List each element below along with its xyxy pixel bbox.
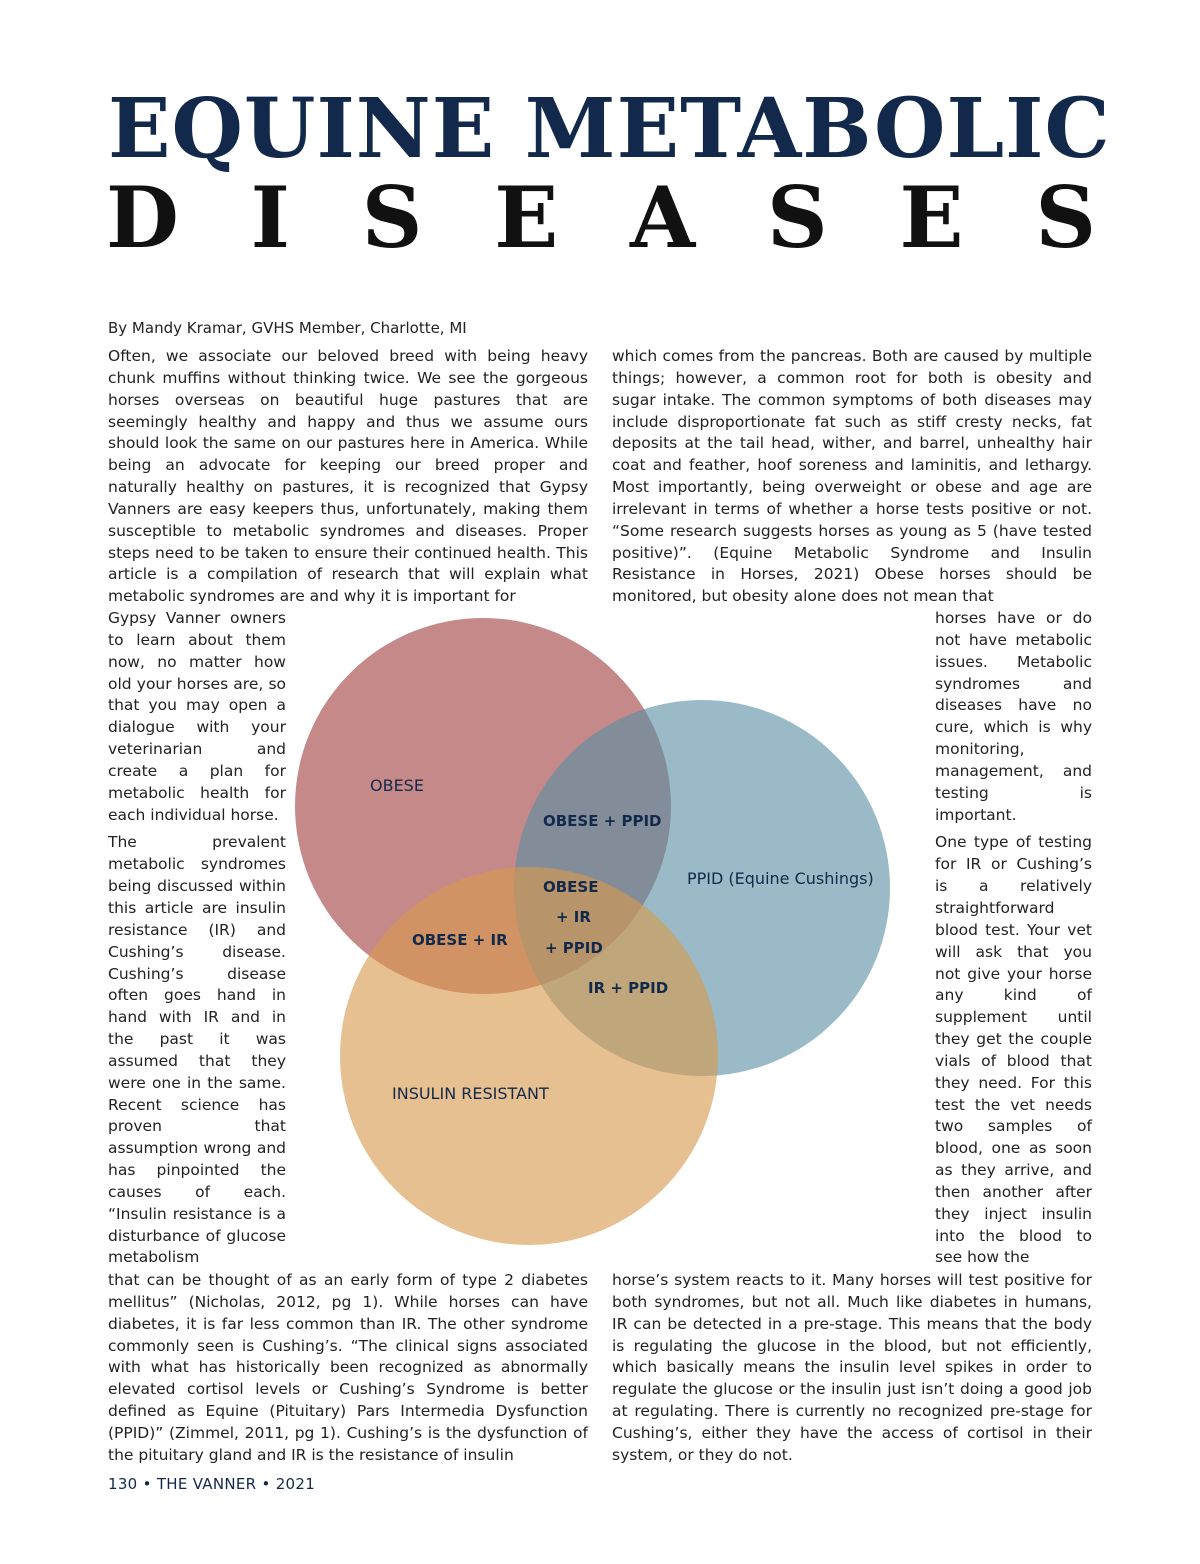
- venn-label-all-line1: OBESE: [543, 878, 599, 896]
- paragraph: Gypsy Vanner owners to learn about them now, no matter how old your horses are, so that you may open a dialogue with your veterinarian and create a plan for metabolic health for each individual horse.: [108, 609, 286, 824]
- paragraph: that can be thought of as an early form of type 2 diabetes mellitus” (Nicholas, 2012, pg 1). While horses can have diabetes, it is far less common than IR. The other syndrome commonly seen is Cushing’s. “The clinical signs associated with what has historically been recognized as abnormally elevated cortisol levels or Cushing’s Syndrome is better defined as Equine (Pituitary) Pars Intermedia Dysfunction (PPID)” (Zimmel, 2011, pg 1). Cushing’s is the dysfunction of the pituitary gland and IR is the resistance of insulin: [108, 1271, 588, 1464]
- paragraph: horses have or do not have metabolic issues. Metabolic syndromes and diseases have no cure, which is why monitoring, management, and testing is important.: [935, 609, 1092, 824]
- body-right-bottom: [612, 1270, 1092, 1467]
- venn-label-insulin-resistant: INSULIN RESISTANT: [392, 1084, 549, 1103]
- paragraph: Often, we associate our beloved breed with being heavy chunk muffins without thinking twice. We see the gorgeous horses overseas on beautiful huge pastures that are seemingly healthy and happy and thus we assume ours should look the same on our pastures here in America. While being an advocate for keeping our breed proper and naturally healthy on pastures, it is recognized that Gypsy Vanners are easy keepers thus, unfortunately, making them susceptible to metabolic syndromes and diseases. Proper steps need to be taken to ensure their continued health. This article is a compilation of research that will explain what metabolic syndromes are and why it is important for: [108, 347, 588, 606]
- body-right-wrap: [935, 608, 1092, 1269]
- venn-label-ppid: PPID (Equine Cushings): [687, 869, 874, 888]
- title-letter: D: [106, 168, 179, 267]
- venn-label-obese-ir: OBESE + IR: [412, 931, 508, 949]
- paragraph: One type of testing for IR or Cushing’s is a relatively straightforward blood test. Your vet will ask that you not give your horse any kind of supplement until they get the couple vials of blood that they need. For this test the vet needs two samples of blood, one as soon as they arrive, and then another after they inject insulin into the blood to see how the: [935, 833, 1092, 1267]
- title-letter: E: [899, 168, 964, 267]
- venn-label-obese: OBESE: [370, 776, 424, 795]
- body-left-wrap: [108, 608, 286, 1269]
- venn-label-all-line2: + IR: [556, 908, 591, 926]
- venn-circle-insulin-resistant: [340, 867, 718, 1245]
- article-title: EQUINE METABOLIC: [108, 81, 1111, 177]
- venn-label-all-line3: + PPID: [545, 939, 603, 957]
- paragraph: horse’s system reacts to it. Many horses will test positive for both syndromes, but not all. Much like diabetes in humans, IR can be detected in a pre-stage. This means that the body is regulating the glucose in the blood, but not efficiently, which basically means the insulin level spikes in order to regulate the glucose or the insulin just isn’t doing a good job at regulating. There is currently no recognized pre-stage for Cushing’s, either they have the access of cortisol in their system, or they do not.: [612, 1271, 1092, 1464]
- title-letter: E: [494, 168, 559, 267]
- body-left-bottom: [108, 1270, 588, 1467]
- paragraph: The prevalent metabolic syndromes being discussed within this article are insulin resistance (IR) and Cushing’s disease. Cushing’s disease often goes hand in hand with IR and in the past it was assumed that they were one in the same. Recent science has proven that assumption wrong and has pinpointed the causes of each. “Insulin resistance is a disturbance of glucose metabolism: [108, 833, 286, 1267]
- article-title-subtitle: [106, 168, 1096, 267]
- title-letter: S: [1035, 168, 1096, 267]
- body-right-top: [612, 346, 1092, 608]
- page-footer: 130 • THE VANNER • 2021: [108, 1475, 316, 1493]
- title-letter: A: [630, 168, 696, 267]
- paragraph: which comes from the pancreas. Both are caused by multiple things; however, a common root for both is obesity and sugar intake. The common symptoms of both diseases may include disproportionate fat such as stiff cresty necks, fat deposits at the tail head, wither, and barrel, unhealthy hair coat and feather, hoof soreness and laminitis, and lethargy. Most importantly, being overweight or obese and age are irrelevant in terms of whether a horse tests positive or not. “Some research suggests horses as young as 5 (have tested positive)”. (Equine Metabolic Syndrome and Insulin Resistance in Horses, 2021) Obese horses should be monitored, but obesity alone does not mean that: [612, 347, 1092, 606]
- title-letter: S: [361, 168, 423, 267]
- body-left-top: [108, 346, 588, 608]
- venn-label-obese-ppid: OBESE + PPID: [543, 812, 662, 830]
- title-letter: I: [250, 168, 290, 267]
- venn-diagram: [290, 610, 930, 1250]
- title-letter: S: [767, 168, 828, 267]
- venn-label-ir-ppid: IR + PPID: [588, 979, 669, 997]
- byline: By Mandy Kramar, GVHS Member, Charlotte, MI: [108, 319, 467, 337]
